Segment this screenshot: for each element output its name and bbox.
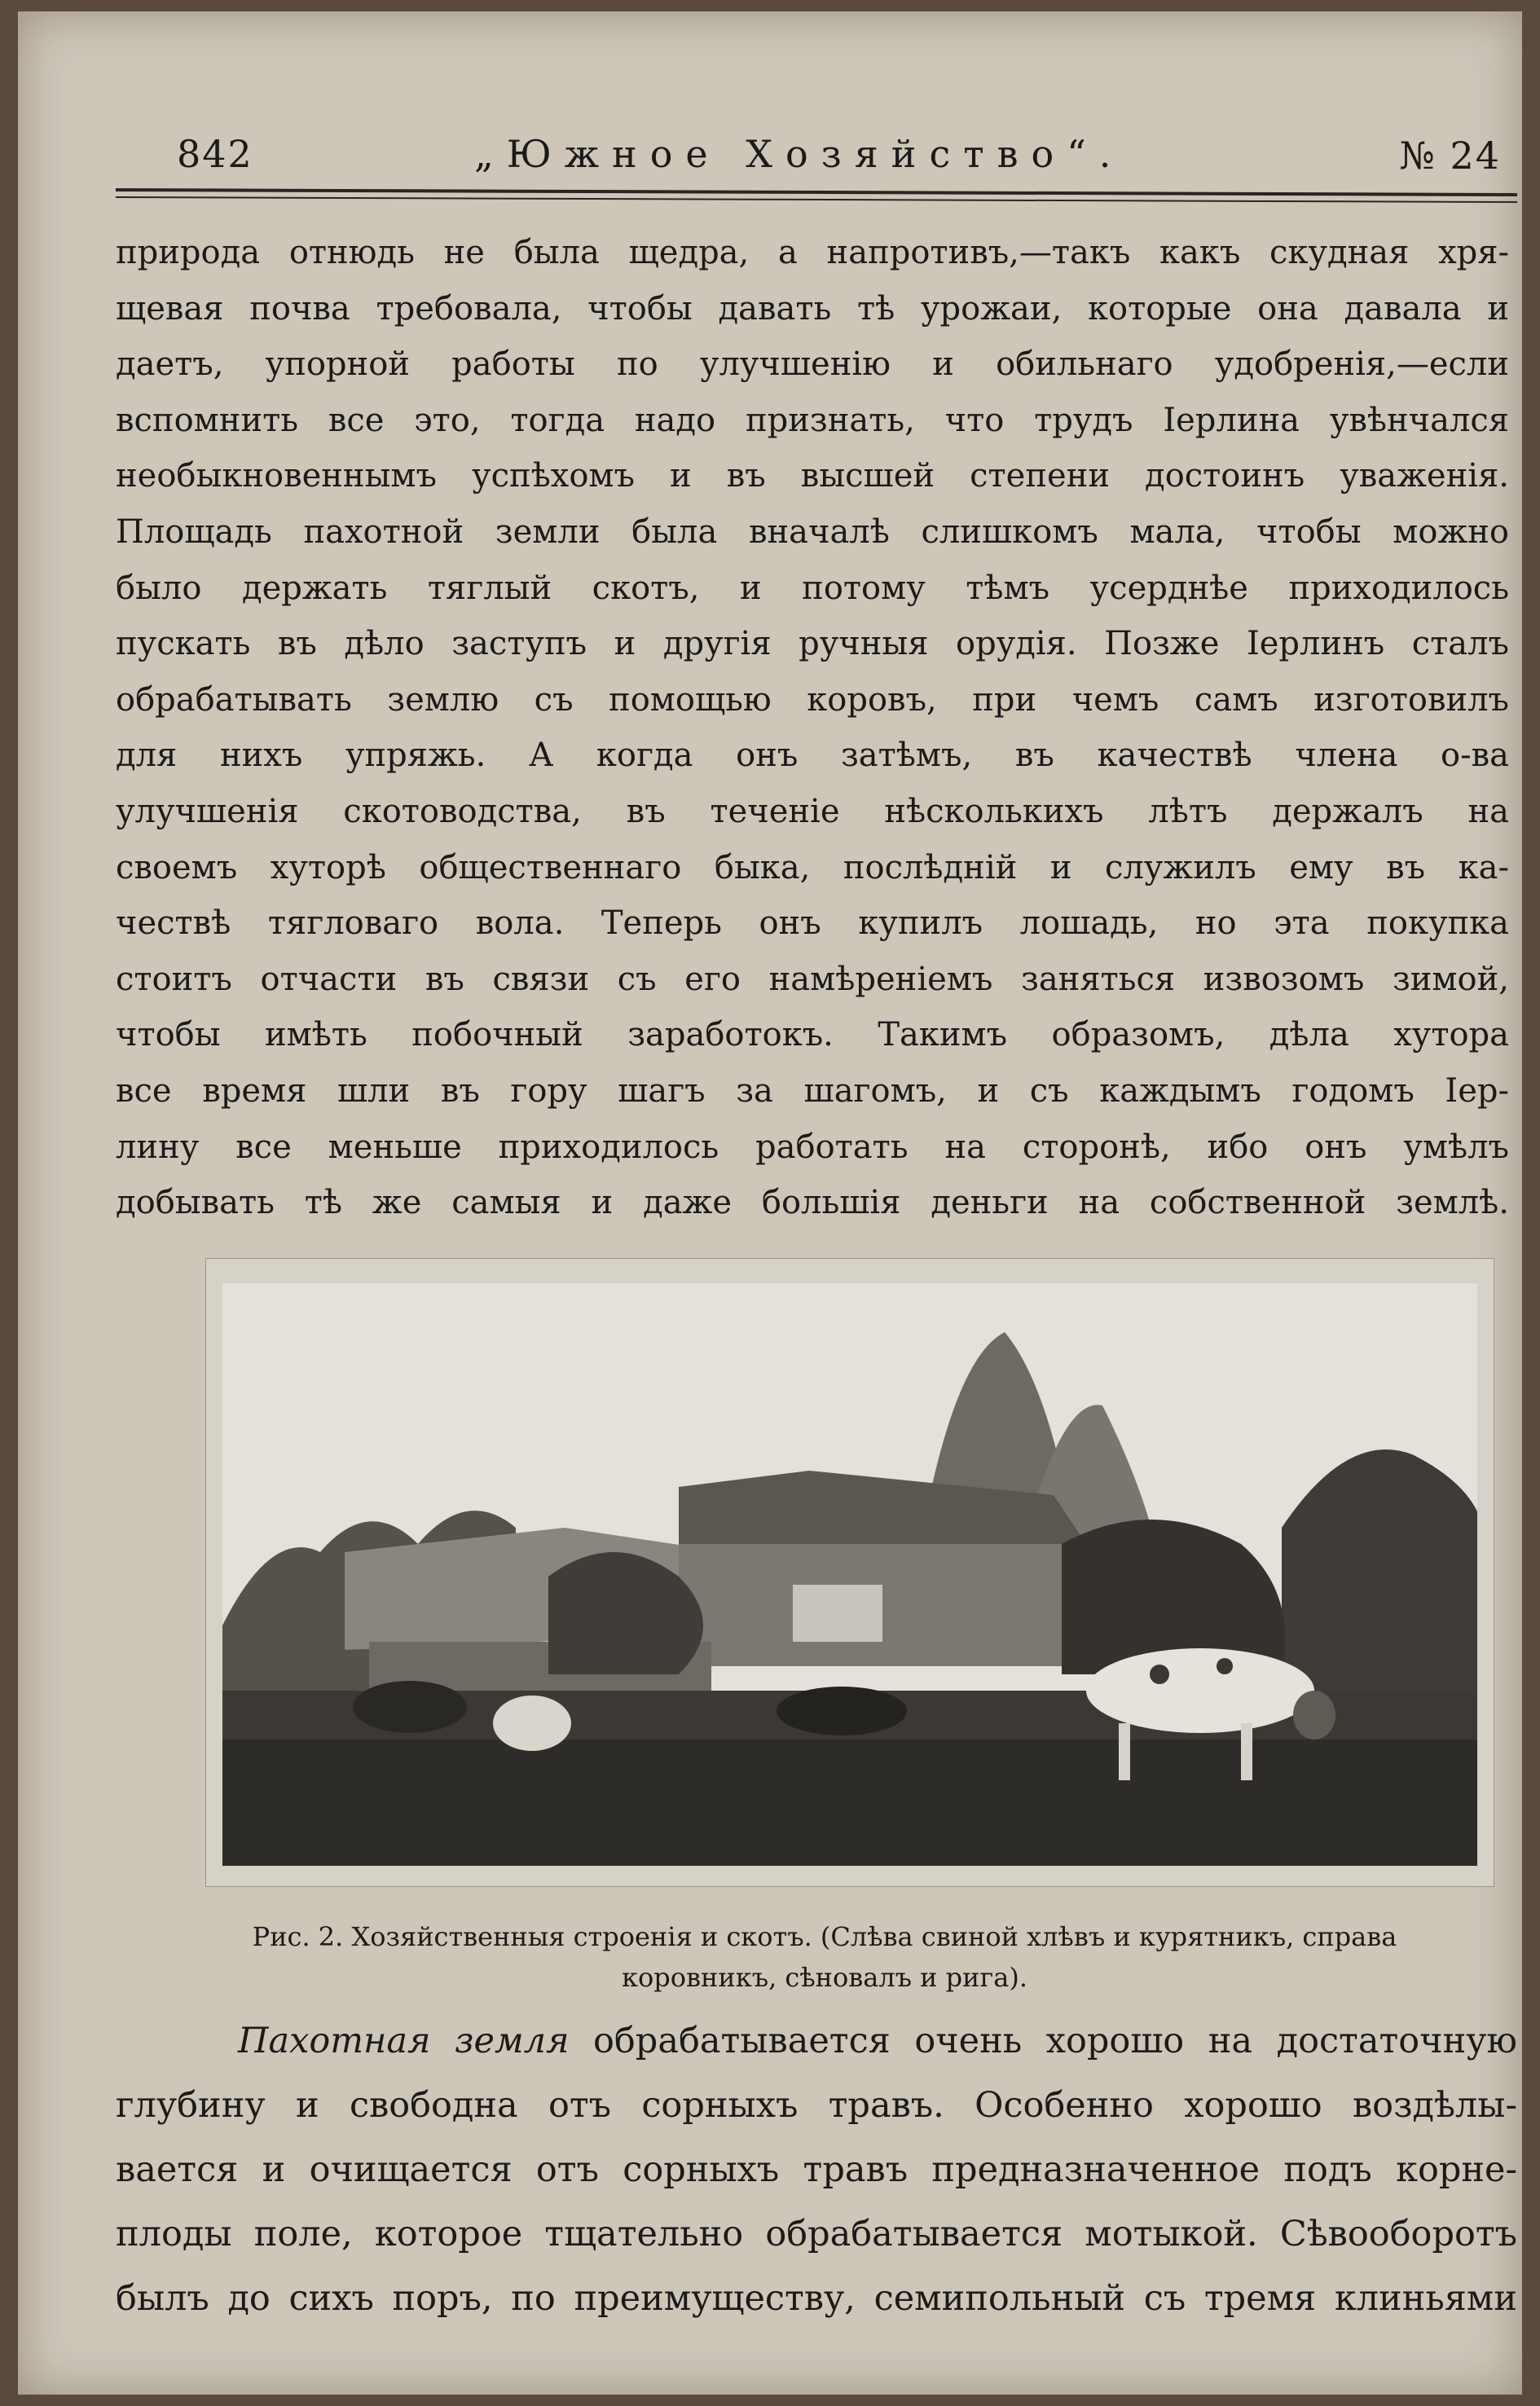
text-line: все время шли въ гору шагъ за шагомъ, и съ каждымъ годомъ Іер- [116,1071,1509,1110]
figure-caption [148,1916,1501,1998]
page-number: 842 [177,132,253,176]
paragraph-2 [116,2009,1517,2331]
text-line: обрабатывать землю съ помощью коровъ, при чемъ самъ изготовилъ [116,680,1509,719]
text-line: для нихъ упряжь. А когда онъ затѣмъ, въ качествѣ члена о-ва [116,737,1509,775]
text-line [116,2009,1517,2074]
text-line: плоды поле, которое тщательно обрабатывается мотыкой. Сѣвооборотъ [116,2214,1517,2254]
emphasis-term: Пахотная земля [238,2021,570,2061]
text-line: лину все меньше приходилось работать на сторонѣ, ибо онъ умѣлъ [116,1128,1509,1166]
text-line: вспомнить все это, тогда надо признать, что трудъ Іерлина увѣнчался [116,401,1509,439]
text-line: даетъ, упорной работы по улучшенію и обильнаго удобренія,—если [116,345,1509,384]
caption-line: коровникъ, сѣновалъ и рига). [622,1962,1027,1993]
text-run: обрабатывается очень хорошо на достаточную [569,2021,1517,2061]
text-line: былъ до сихъ поръ, по преимуществу, семипольный съ тремя клиньями [116,2278,1517,2319]
text-line: Площадь пахотной земли была вначалѣ слишкомъ мала, чтобы можно [116,512,1509,551]
photo-illustration [222,1283,1477,1866]
paragraph-1 [116,225,1509,1231]
caption-line: Рис. 2. Хозяйственныя строенія и скотъ. (Слѣва свиной хлѣвъ и курятникъ, справа [252,1921,1397,1952]
text-line: чтобы имѣть побочный заработокъ. Такимъ образомъ, дѣла хутора [116,1016,1509,1054]
header-rule-thin [116,196,1517,203]
header-rule [116,188,1517,196]
text-line: было держать тяглый скотъ, и потому тѣмъ усерднѣе приходилось [116,569,1509,607]
text-line: добывать тѣ же самыя и даже большія деньги на собственной землѣ. [116,1184,1509,1222]
text-line: стоитъ отчасти въ связи съ его намѣреніемъ заняться извозомъ зимой, [116,960,1509,998]
text-line: улучшенія скотоводства, въ теченіе нѣсколькихъ лѣтъ держалъ на [116,792,1509,830]
text-line: чествѣ тягловаго вола. Теперь онъ купилъ лошадь, но эта покупка [116,904,1509,943]
journal-page [18,11,1522,2395]
page-header [116,125,1501,187]
text-line: щевая почва требовала, чтобы давать тѣ урожаи, которые она давала и [116,289,1509,328]
figure-photo-frame [205,1258,1494,1887]
text-line: вается и очищается отъ сорныхъ травъ предназначенное подъ корне- [116,2149,1517,2190]
text-line: пускать въ дѣло заступъ и другія ручныя орудія. Позже Іерлинъ сталъ [116,625,1509,663]
text-line: необыкновеннымъ успѣхомъ и въ высшей степени достоинъ уваженія. [116,457,1509,495]
text-line: своемъ хуторѣ общественнаго быка, послѣдній и служилъ ему въ ка- [116,848,1509,886]
text-line: природа отнюдь не была щедра, а напротивъ,—такъ какъ скудная хря- [116,234,1509,271]
journal-title: „Южное Хозяйство“. [474,132,1124,176]
farm-buildings-and-cattle-photo [222,1283,1477,1866]
issue-number: № 24 [1399,134,1501,178]
text-line: глубину и свободна отъ сорныхъ травъ. Особенно хорошо воздѣлы- [116,2085,1517,2126]
